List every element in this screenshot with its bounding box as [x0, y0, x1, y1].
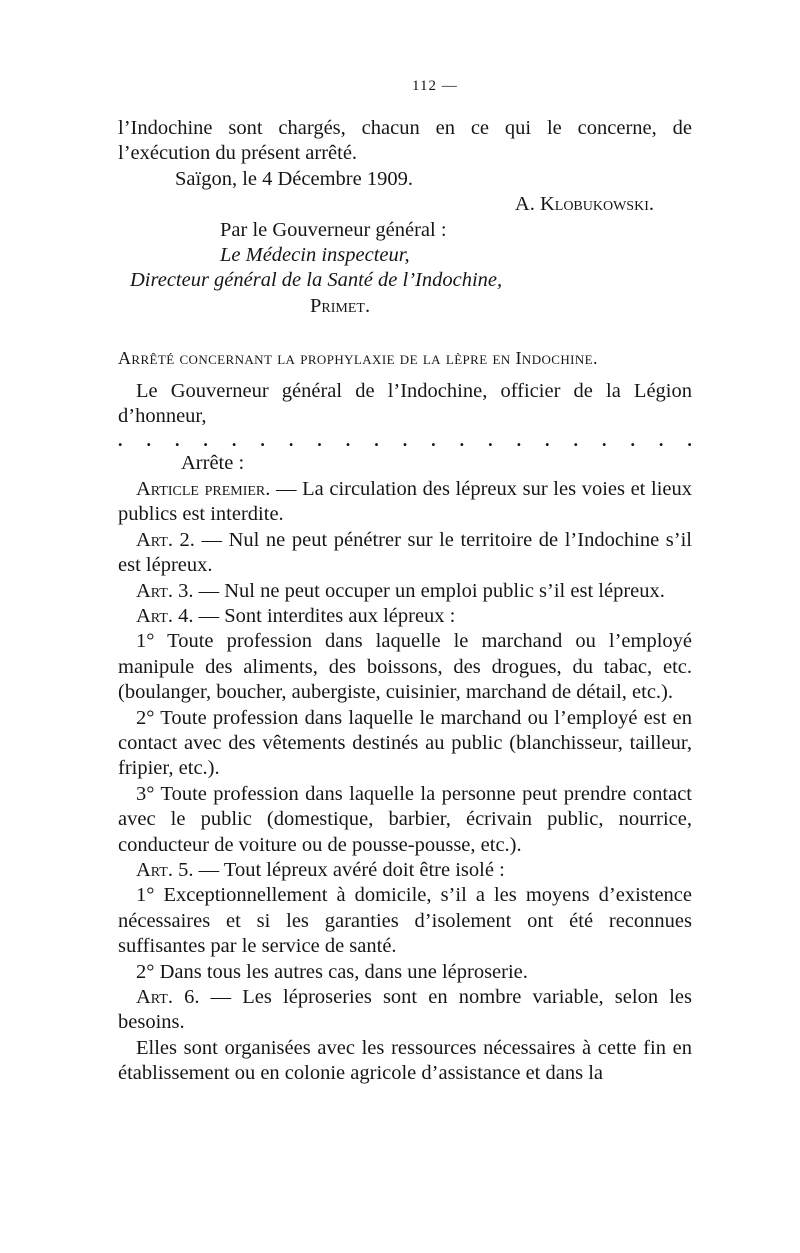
article-1	[118, 477, 692, 528]
article-label: Art. 4.	[136, 604, 194, 627]
article-text: — Nul ne peut pénétrer sur le territoire de l’Indochine s’il est lépreux.	[118, 528, 692, 577]
article-text: — Sont interdites aux lépreux :	[193, 604, 456, 627]
ellipsis-dot: .	[146, 430, 151, 451]
ellipsis-dot: .	[658, 430, 664, 451]
ellipsis-dot: .	[231, 430, 237, 451]
page-number: 112 —	[412, 78, 458, 94]
final-paragraph: Elles sont organisées avec les ressources nécessaires à cette fin en établissement ou en colonie agricole d’assistance et dans la	[118, 1036, 692, 1085]
article-5-item-2: 2° Dans tous les autres cas, dans une léproserie.	[136, 960, 528, 983]
arrete-label: Arrête :	[181, 452, 245, 475]
article-2	[118, 528, 692, 579]
ellipsis-dot: .	[630, 430, 635, 451]
ellipsis-dot: .	[317, 430, 322, 451]
directeur-title: Directeur général de la Santé de l’Indochine,	[130, 269, 503, 292]
ellipsis-dot: .	[459, 430, 465, 451]
ellipsis-dot: .	[203, 430, 208, 451]
ellipsis-dot: .	[573, 430, 578, 451]
article-label: Art. 3.	[136, 579, 194, 602]
ellipsis-dot: .	[488, 430, 493, 451]
page-body	[118, 116, 692, 1087]
ellipsis-dot: .	[687, 430, 692, 451]
article-label: Art. 6.	[136, 986, 200, 1008]
article-text: — Nul ne peut occuper un emploi public s’il est lépreux.	[193, 579, 665, 602]
article-6	[118, 985, 692, 1036]
ellipsis-dot: .	[516, 430, 522, 451]
closing-paragraph: l’Indochine sont chargés, chacun en ce qui le concerne, de l’exécution du présent arrêté.	[118, 117, 692, 165]
signatory-name: A. Klobukowski.	[514, 193, 654, 216]
ellipsis-dot: .	[601, 430, 607, 451]
place-date: Saïgon, le 4 Décembre 1909.	[175, 167, 413, 190]
article-label: Article premier.	[136, 477, 271, 500]
ellipsis-dot: .	[118, 430, 123, 451]
article-5-item-1: 1° Exceptionnellement à domicile, s’il a les moyens d’existence nécessaires et si les garanties d’isolement ont été reconnues suffisantes par le service de santé.	[118, 884, 692, 958]
ellipsis-dot: .	[260, 430, 265, 451]
article-4-item-1: 1° Toute profession dans laquelle le marchand ou l’employé manipule des aliments, des boissons, des drogues, du tabac, etc. (boulanger, boucher, aubergiste, cuisinier, marchand de détail, etc.).	[118, 630, 692, 704]
ellipsis-dot: .	[374, 430, 379, 451]
article-label: Art. 5.	[136, 858, 194, 881]
ellipsis-dot: .	[545, 430, 550, 451]
article-text: — Tout lépreux avéré doit être isolé :	[193, 858, 505, 881]
article-4	[118, 604, 692, 629]
primet-signature: Primet.	[310, 294, 371, 317]
ellipsis-dot: .	[345, 430, 351, 451]
ellipsis-dot: .	[288, 430, 294, 451]
ellipsis-row	[118, 429, 692, 451]
article-text: — La circulation des lépreux sur les voies et lieux publics est interdite.	[118, 477, 692, 526]
preamble: Le Gouverneur général de l’Indochine, officier de la Légion d’honneur,	[118, 379, 692, 428]
ellipsis-dot: .	[174, 430, 180, 451]
article-4-item-3: 3° Toute profession dans laquelle la personne peut prendre contact avec le public (domestique, barbier, écrivain public, nourrice, conducteur de voiture ou de pousse-pousse, etc.).	[118, 782, 692, 856]
section-title: Arrêté concernant la prophylaxie de la lèpre en Indochine.	[118, 348, 598, 369]
article-3	[118, 579, 692, 604]
article-5	[118, 858, 692, 883]
article-label: Art. 2.	[136, 528, 195, 551]
medecin-title: Le Médecin inspecteur,	[220, 244, 410, 267]
ellipsis-dot: .	[402, 430, 408, 451]
article-4-item-2: 2° Toute profession dans laquelle le marchand ou l’employé est en contact avec des vêtements destinés au public (blanchisseur, tailleur, fripier, etc.).	[118, 706, 692, 780]
ellipsis-dot: .	[431, 430, 436, 451]
article-text: — Les léproseries sont en nombre variable, selon les besoins.	[118, 986, 692, 1034]
by-governor-line: Par le Gouverneur général :	[220, 218, 447, 241]
